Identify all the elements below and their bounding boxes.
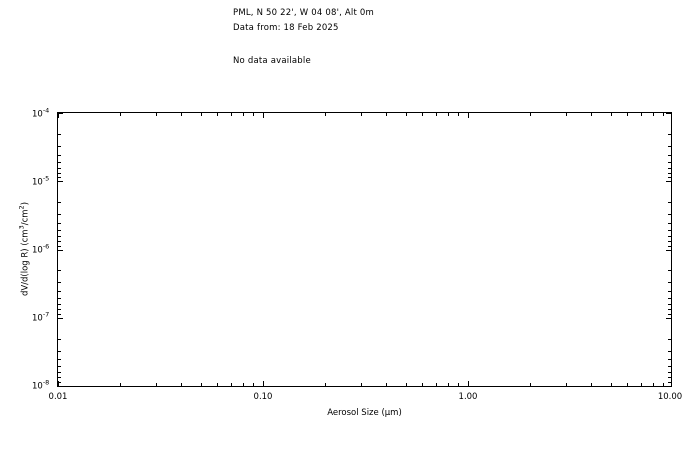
y-tick-exp: -8 [42,378,50,387]
x-tick-minor-top [156,113,157,116]
x-tick-minor [653,383,654,386]
y-tick-minor-right [668,377,671,378]
y-tick-exp: -6 [42,242,50,251]
x-tick-minor [406,383,407,386]
y-tick-minor [58,246,61,247]
y-tick-major [58,318,63,319]
x-tick-minor [217,383,218,386]
x-tick-major [468,381,469,386]
x-tick-minor-top [627,113,628,116]
y-tick-minor [58,173,61,174]
y-tick-minor-right [668,162,671,163]
y-tick-minor-right [668,146,671,147]
y-tick-base: 10 [32,381,43,392]
x-tick-minor [566,383,567,386]
y-tick-minor-right [668,236,671,237]
x-tick-major-top [671,113,672,118]
y-tick-minor-right [668,134,671,135]
y-tick-minor [58,314,61,315]
chart-title-location: PML, N 50 22', W 04 08', Alt 0m [233,8,375,18]
y-tick-minor-right [668,372,671,373]
x-tick-minor [611,383,612,386]
y-tick-minor [58,366,61,367]
y-tick-minor-right [668,309,671,310]
y-tick-minor [58,177,61,178]
y-tick-minor-right [668,246,671,247]
x-tick-minor [181,383,182,386]
x-tick-minor-top [386,113,387,116]
x-tick-minor-top [436,113,437,116]
y-tick-minor-right [668,359,671,360]
y-tick-minor [58,230,61,231]
y-tick-minor-right [668,304,671,305]
x-tick-minor-top [422,113,423,116]
y-tick-minor-right [668,202,671,203]
x-tick-minor [591,383,592,386]
y-tick-minor-right [668,241,671,242]
x-tick-minor [361,383,362,386]
y-tick-label [32,175,49,188]
x-tick-major [263,381,264,386]
y-tick-minor-right [668,270,671,271]
y-tick-minor [58,168,61,169]
y-tick-label [32,107,49,120]
y-tick-major-right [666,181,671,182]
x-tick-minor [530,383,531,386]
y-tick-minor-right [668,223,671,224]
x-tick-label: 0.10 [253,392,273,402]
y-tick-minor [58,202,61,203]
y-tick-minor [58,382,61,383]
x-tick-label: 1.00 [458,392,478,402]
x-tick-minor [120,383,121,386]
x-tick-minor-top [566,113,567,116]
y-tick-minor [58,291,61,292]
y-tick-minor [58,270,61,271]
y-tick-minor-right [668,366,671,367]
y-tick-minor [58,223,61,224]
y-tick-minor-right [668,168,671,169]
y-tick-minor-right [668,339,671,340]
y-tick-minor-right [668,351,671,352]
x-tick-minor-top [641,113,642,116]
x-tick-minor [253,383,254,386]
x-tick-minor-top [201,113,202,116]
y-tick-minor [58,134,61,135]
y-tick-major-right [666,113,671,114]
y-tick-major-right [666,386,671,387]
x-tick-label: 0.01 [48,392,68,402]
x-tick-major-top [468,113,469,118]
y-tick-minor [58,372,61,373]
y-tick-major [58,386,63,387]
y-tick-minor [58,339,61,340]
x-tick-minor-top [653,113,654,116]
y-tick-minor-right [668,314,671,315]
y-tick-major-right [666,318,671,319]
y-tick-minor [58,162,61,163]
y-tick-base: 10 [32,177,43,188]
x-tick-minor-top [120,113,121,116]
y-tick-minor [58,241,61,242]
x-tick-minor-top [231,113,232,116]
x-tick-minor [201,383,202,386]
y-tick-label [32,243,49,256]
x-tick-minor-top [181,113,182,116]
plot-area [57,112,672,387]
y-tick-minor [58,298,61,299]
no-data-message: No data available [233,56,311,66]
y-tick-base: 10 [32,313,43,324]
y-tick-minor [58,377,61,378]
x-tick-minor-top [217,113,218,116]
y-tick-minor [58,359,61,360]
x-tick-minor-top [325,113,326,116]
y-tick-exp: -5 [42,174,50,183]
y-tick-minor-right [668,282,671,283]
y-tick-label [32,379,49,392]
x-tick-minor-top [611,113,612,116]
y-tick-exp: -7 [42,310,50,319]
y-tick-minor-right [668,298,671,299]
x-tick-minor-top [663,113,664,116]
x-tick-minor-top [591,113,592,116]
y-tick-major [58,181,63,182]
x-tick-minor-top [448,113,449,116]
x-tick-minor [641,383,642,386]
x-tick-minor [386,383,387,386]
y-tick-minor-right [668,155,671,156]
chart-subtitle-date: Data from: 18 Feb 2025 [233,23,339,33]
y-tick-label [32,311,49,324]
x-tick-minor [436,383,437,386]
y-tick-minor-right [668,173,671,174]
x-tick-minor [458,383,459,386]
y-tick-minor [58,236,61,237]
y-tick-minor-right [668,382,671,383]
x-tick-minor-top [361,113,362,116]
y-tick-exp: -4 [42,106,50,115]
x-tick-minor [231,383,232,386]
x-tick-minor [627,383,628,386]
y-tick-minor-right [668,214,671,215]
y-tick-minor [58,146,61,147]
x-tick-minor [325,383,326,386]
x-tick-minor [448,383,449,386]
x-tick-label: 10.00 [657,392,683,402]
y-tick-minor-right [668,291,671,292]
y-tick-minor [58,214,61,215]
x-tick-minor-top [243,113,244,116]
x-tick-minor-top [458,113,459,116]
y-tick-major-right [666,250,671,251]
x-tick-major-top [263,113,264,118]
x-tick-minor [243,383,244,386]
y-tick-minor-right [668,177,671,178]
x-tick-minor [422,383,423,386]
y-tick-minor [58,351,61,352]
y-tick-minor [58,155,61,156]
y-tick-base: 10 [32,109,43,120]
y-axis-title: dV/d(log R) $(cm^3/cm^2)$ [17,201,31,297]
y-tick-major [58,113,63,114]
x-axis-title: Aerosol Size (µm) [327,408,402,418]
x-tick-major [671,381,672,386]
y-tick-minor [58,309,61,310]
x-tick-minor-top [253,113,254,116]
x-tick-minor-top [530,113,531,116]
x-tick-minor [663,383,664,386]
y-tick-minor-right [668,230,671,231]
x-tick-minor-top [406,113,407,116]
y-tick-minor [58,304,61,305]
y-tick-major [58,250,63,251]
y-tick-minor [58,282,61,283]
x-tick-minor [156,383,157,386]
y-tick-base: 10 [32,245,43,256]
